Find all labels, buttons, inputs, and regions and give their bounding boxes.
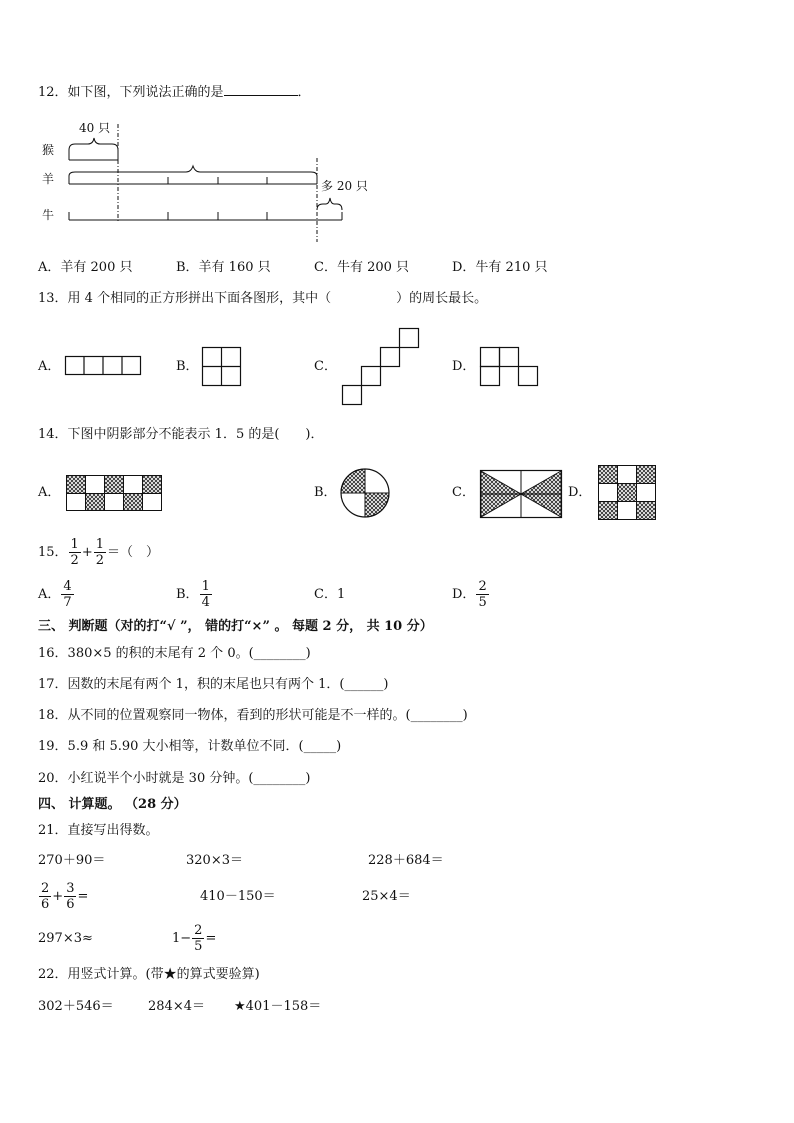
q15-option-d[interactable]: D． $\frac{2}{5}$ [452,579,487,610]
q15-option-b[interactable]: B． $\frac{1}{4}$ [176,579,210,610]
sheep-label: 羊 [42,172,55,186]
q22-item-2[interactable]: 284×4＝ [148,999,205,1014]
q15-option-a[interactable]: A． $\frac{4}{7}$ [38,579,72,610]
section4-title: 四、 计算题。 （28 分） [38,797,187,812]
q22-stem: 22．用竖式计算。(带★的算式要验算) [38,967,260,982]
q13-shape-c[interactable] [342,328,420,406]
q13-shape-a[interactable] [65,356,141,376]
q19[interactable]: 19．5.9 和 5.90 大小相等，计数单位不同．(_____) [38,739,342,754]
section3-title: 三、 判断题（对的打“√ ”， 错的打“×” 。 每题 2 分， 共 10 分） [38,619,433,634]
q13-shape-d[interactable] [480,347,540,387]
cow-label: 牛 [42,208,55,222]
q21-item-3[interactable]: 228＋684＝ [368,853,444,868]
q15-option-c[interactable]: C．1 [314,587,346,602]
count-label: 40 只 [79,121,111,135]
q15-stem: 15． $\frac{1}{2}$ + $\frac{1}{2}$ ＝（ ） [38,537,160,568]
q16[interactable]: 16．380×5 的积的末尾有 2 个 0。(________) [38,646,311,661]
more-label: 多 20 只 [321,179,368,193]
q13-stem: 13．用 4 个相同的正方形拼出下面各图形，其中（ ）的周长最长。 [38,291,488,306]
q12-option-b[interactable]: B．羊有 160 只 [176,260,271,275]
q13-label-d: D． [452,359,476,374]
q17[interactable]: 17．因数的末尾有两个 1，积的末尾也只有两个 1．(______) [38,677,389,692]
q21-item-7[interactable]: 297×3≈ [38,931,93,946]
q13-label-b: B． [176,359,199,374]
q21-item-5[interactable]: 410－150＝ [200,889,276,904]
q14-label-a: A． [38,485,61,500]
q22-item-1[interactable]: 302＋546＝ [38,999,114,1014]
q14-shape-c[interactable] [480,470,562,518]
q13-label-c: C． [314,359,337,374]
q21-item-2[interactable]: 320×3＝ [186,853,243,868]
q14-shape-d[interactable] [598,465,658,521]
q14-shape-b[interactable] [340,468,390,518]
q13-shape-b[interactable] [202,347,242,387]
q12-option-d[interactable]: D．牛有 210 只 [452,260,548,275]
q18[interactable]: 18．从不同的位置观察同一物体，看到的形状可能是不一样的。(________) [38,708,468,723]
q12-stem: 12．如下图，下列说法正确的是 ． [38,82,311,102]
q13-label-a: A． [38,359,61,374]
q21-item-4[interactable]: $\frac{2}{6}$ + $\frac{3}{6}$ = [41,881,89,912]
q15-fraction-2: $\frac{1}{2}$ [95,537,105,568]
q12-answer-blank[interactable] [224,82,298,96]
q14-stem: 14．下图中阴影部分不能表示 1．5 的是( )． [38,427,324,442]
q14-label-b: B． [314,485,337,500]
q21-stem: 21．直接写出得数。 [38,823,159,838]
q12-option-c[interactable]: C．牛有 200 只 [314,260,410,275]
q22-item-3[interactable]: ★401－158＝ [234,999,322,1014]
q20[interactable]: 20．小红说半个小时就是 30 分钟。(________) [38,771,311,786]
q14-label-d: D． [568,485,592,500]
q21-item-6[interactable]: 25×4＝ [362,889,411,904]
q12-segment-diagram [38,118,388,248]
q14-label-c: C． [452,485,475,500]
q12-option-a[interactable]: A．羊有 200 只 [38,260,133,275]
q15-fraction-1: $\frac{1}{2}$ [70,537,79,568]
q21-item-1[interactable]: 270＋90＝ [38,853,106,868]
monkey-label: 猴 [42,143,55,157]
q14-shape-a[interactable] [66,475,163,512]
q21-item-8[interactable]: 1− $\frac{2}{5}$ = [172,923,217,954]
